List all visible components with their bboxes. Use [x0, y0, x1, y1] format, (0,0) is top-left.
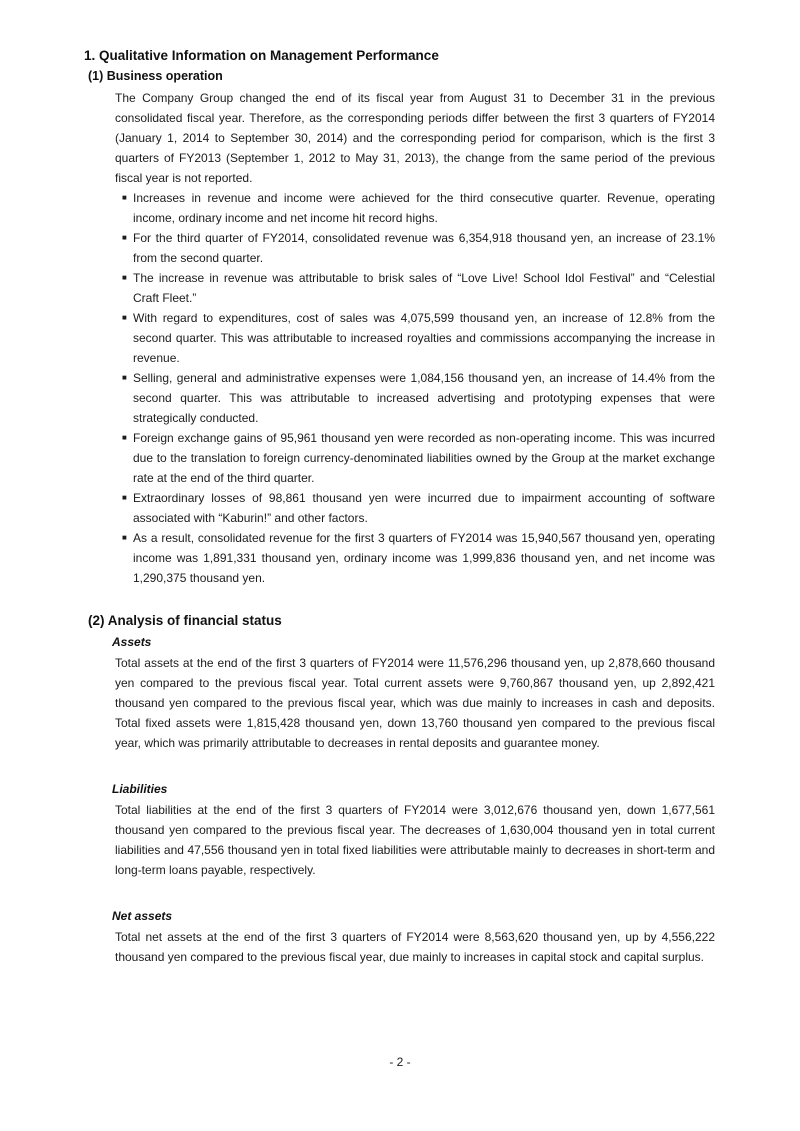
- square-bullet-icon: ■: [122, 273, 127, 282]
- square-bullet-icon: ■: [122, 533, 127, 542]
- bullet-text: With regard to expenditures, cost of sales was 4,075,599 thousand yen, an increase of 12.8% from the second quarter. This was attributable to increased royalties and commissions accompanying the increase in revenue.: [133, 311, 715, 365]
- bullet-item: [122, 188, 715, 228]
- square-bullet-icon: ■: [122, 493, 127, 502]
- subsection-liabilities-heading: Liabilities: [112, 782, 168, 796]
- section-2-heading: (2) Analysis of financial status: [88, 613, 282, 628]
- page-number: - 2 -: [389, 1055, 411, 1069]
- section-business-operation: [0, 67, 800, 588]
- square-bullet-icon: ■: [122, 313, 127, 322]
- bullet-item: [122, 308, 715, 368]
- bullet-text: For the third quarter of FY2014, consolidated revenue was 6,354,918 thousand yen, an increase of 23.1% from the second quarter.: [133, 231, 715, 265]
- bullet-item: [122, 428, 715, 488]
- subsection-net-assets-heading: Net assets: [112, 909, 173, 923]
- section-financial-status: [0, 611, 800, 967]
- assets-paragraph: Total assets at the end of the first 3 quarters of FY2014 were 11,576,296 thousand yen, up 2,878,660 thousand yen compared to the previous fiscal year. Total current assets were 9,760,867 thousand yen, up 2,892,421 thousand yen compared to the previous fiscal year, which was due mainly to increases in cash and deposits. Total fixed assets were 1,815,428 thousand yen, down 13,760 thousand yen compared to the previous fiscal year, which was primarily attributable to decreases in rental deposits and guarantee money.: [115, 656, 715, 750]
- bullet-list: [122, 188, 715, 588]
- square-bullet-icon: ■: [122, 193, 127, 202]
- bullet-item: [122, 268, 715, 308]
- bullet-text: Selling, general and administrative expenses were 1,084,156 thousand yen, an increase of 14.4% from the second quarter. This was attributable to increased advertising and prototyping expenses that were strategically conducted.: [133, 371, 715, 425]
- bullet-item: [122, 368, 715, 428]
- liabilities-paragraph: Total liabilities at the end of the first 3 quarters of FY2014 were 3,012,676 thousand yen, down 1,677,561 thousand yen compared to the previous fiscal year. The decreases of 1,630,004 thousand yen in total current liabilities and 47,556 thousand yen in total fixed liabilities were attributable mainly to decreases in short-term and long-term loans payable, respectively.: [115, 803, 715, 877]
- bullet-text: Extraordinary losses of 98,861 thousand yen were incurred due to impairment accounting of software associated with “Kaburin!” and other factors.: [133, 491, 715, 525]
- net-assets-paragraph: Total net assets at the end of the first 3 quarters of FY2014 were 8,563,620 thousand yen, up by 4,556,222 thousand yen compared to the previous fiscal year, due mainly to increases in capital stock and capital surplus.: [115, 930, 715, 964]
- bullet-item: [122, 228, 715, 268]
- business-operation-intro-paragraph: The Company Group changed the end of its fiscal year from August 31 to December 31 in the previous consolidated fiscal year. Therefore, as the corresponding periods differ between the first 3 quarters of FY2014 (January 1, 2014 to September 30, 2014) and the corresponding period for comparison, which is the first 3 quarters of FY2013 (September 1, 2012 to May 31, 2013), the change from the same period of the previous fiscal year is not reported.: [115, 91, 715, 185]
- square-bullet-icon: ■: [122, 373, 127, 382]
- section-1-heading: (1) Business operation: [88, 69, 223, 83]
- bullet-text: Foreign exchange gains of 95,961 thousand yen were recorded as non-operating income. This was incurred due to the translation to foreign currency-denominated liabilities owned by the Group at the market exchange rate at the end of the third quarter.: [133, 431, 715, 485]
- bullet-item: [122, 488, 715, 528]
- bullet-text: As a result, consolidated revenue for the first 3 quarters of FY2014 was 15,940,567 thousand yen, operating income was 1,891,331 thousand yen, ordinary income was 1,999,836 thousand yen, and net income was 1,290,375 thousand yen.: [133, 531, 715, 585]
- subsection-assets-heading: Assets: [112, 635, 152, 649]
- square-bullet-icon: ■: [122, 433, 127, 442]
- bullet-text: Increases in revenue and income were achieved for the third consecutive quarter. Revenue, operating income, ordinary income and net income hit record highs.: [133, 191, 715, 225]
- square-bullet-icon: ■: [122, 233, 127, 242]
- bullet-text: The increase in revenue was attributable to brisk sales of “Love Live! School Idol Festival” and “Celestial Craft Fleet.”: [133, 271, 715, 305]
- page-title: 1. Qualitative Information on Management Performance: [84, 48, 439, 63]
- bullet-item: [122, 528, 715, 588]
